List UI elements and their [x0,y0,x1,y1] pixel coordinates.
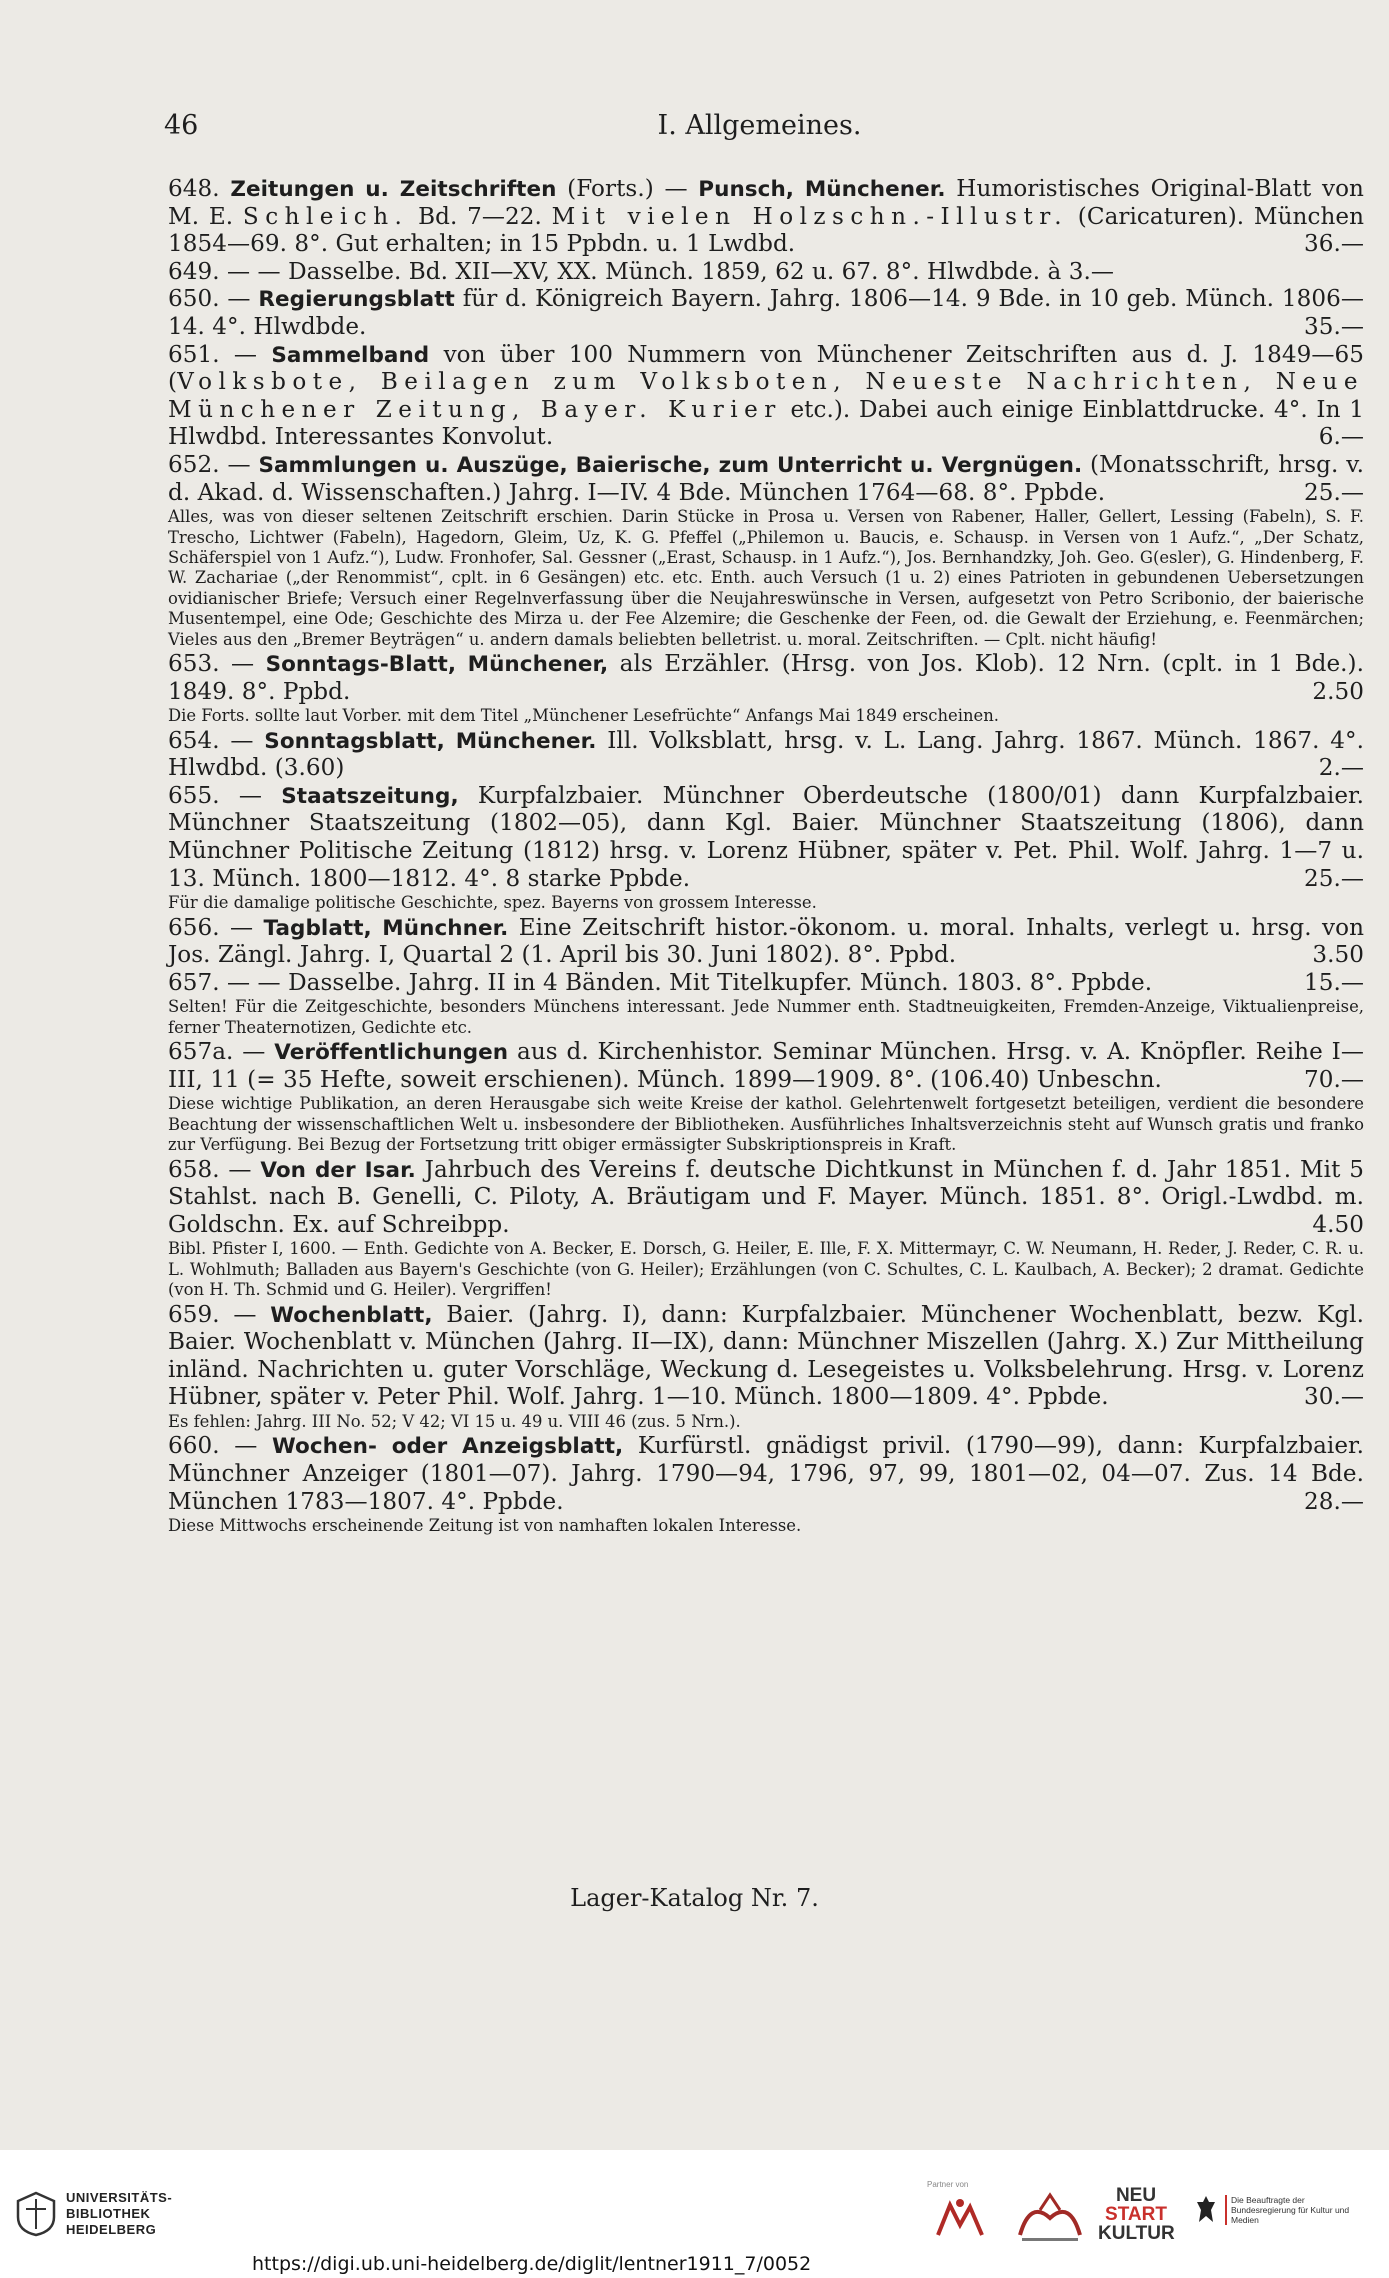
neustart-line1: NEU [1115,2185,1157,2206]
entry-number: 660. — [168,1433,273,1460]
entry-text: Jahrbuch des Vereins f. deutsche Dichtkunst in München f. d. Jahr 1851. Mit 5 Stahlst. nach B. Genelli, C. Piloty, A. Bräutigam und F. Mayer. Münch. 1851. 8°. Origl.-Lwdbd. m. Goldschn. Ex. auf Schreibpp. [168,1156,1364,1238]
entry-text: Baier. (Jahrg. I), dann: Kurpfalzbaier. Münchener Wochenblatt, bezw. Kgl. Baier. Wochenblatt v. München (Jahrg. II—IX), dann: Münchner Miszellen (Jahrg. X.) Zur Mittheilung inländ. Nachrichten u. guter Vorschläge, Weckung d. Lesegeistes u. Volksbelehrung. Hrsg. v. Lorenz Hübner, später v. Peter Phil. Wolf. Jahrg. 1—10. Münch. 1800—1809. 4°. Ppbde. [168,1301,1365,1411]
entry-price: 25.— [1303,865,1364,892]
partner-label: Partner von [927,2180,969,2189]
entry-650 [168,286,1364,341]
entry-text: Kurfürstl. gnädigst privil. (1790—99), dann: Kurpfalzbaier. Münchner Anzeiger (1801—07). Jahrg. 1790—94, 1796, 97, 99, 1801—02, 04—07. Zus. 14 Bde. München 1783—1807. 4°. Ppbde. [168,1433,1364,1515]
catalog-footer: Lager-Katalog Nr. 7. [570,1884,819,1912]
bkm-logo[interactable] [1195,2194,1361,2226]
section-title: I. Allgemeines. [657,110,862,141]
entry-title: Wochen- oder Anzeigsblatt, [272,1434,624,1460]
entry-price: 4.50 [1312,1211,1364,1238]
entry-title: Sammlungen u. Auszüge, Baierische, zum Unterricht u. Vergnügen. [258,452,1083,478]
entry-number: 656. — [168,914,264,941]
partner-ornament-icon[interactable] [1010,2190,1090,2245]
entry-title: Tagblatt, Münchner. [263,915,509,941]
entry-653-note: Die Forts. sollte laut Vorber. mit dem Titel „Münchener Lesefrüchte“ Anfangs Mai 1849 erscheinen. [168,706,1000,726]
entry-number: 657a. — [168,1039,275,1066]
entry-652 [168,452,1364,507]
entry-title: Sonntagsblatt, Münchener. [264,728,597,754]
entry-656 [168,915,1364,970]
neustart-line3: KULTUR [1098,2223,1175,2244]
entry-price: 6.— [1318,424,1364,451]
entry-number: 655. — [168,782,282,809]
entry-text: 657. — — Dasselbe. Jahrg. II in 4 Bänden. Mit Titelkupfer. Münch. 1803. 8°. Ppbde. [168,969,1153,996]
entry-title: Zeitungen u. Zeitschriften [230,177,557,202]
entry-653 [168,651,1364,706]
catalog-entries [168,176,1364,1538]
entry-660 [168,1433,1364,1516]
ub-heidelberg-logo[interactable] [16,2190,172,2238]
entry-number: 652. — [168,451,259,478]
entry-659-note: Es fehlen: Jahrg. III No. 52; V 42; VI 15 u. 49 u. VIII 46 (zus. 5 Nrn.). [168,1411,741,1431]
entry-649 [168,259,1364,287]
entry-price: 36.— [1303,231,1364,258]
entry-author: Schleich. [242,203,409,230]
entry-price: 28.— [1303,1488,1364,1515]
entry-657-note: Selten! Für die Zeitgeschichte, besonders Münchens interessant. Jede Nummer enth. Stadtneuigkeiten, Fremden-Anzeige, Viktualienpreise, ferner Theaternotizen, Gedichte etc. [168,997,1364,1037]
entry-657a [168,1039,1364,1094]
entry-658 [168,1157,1364,1240]
entry-text: Kurpfalzbaier. Münchner Oberdeutsche (1800/01) dann Kurpfalzbaier. Münchner Staatszeitung (1802—05), dann Kgl. Baier. Münchner Staatszeitung (1806), dann Münchner Politische Zeitung (1812) hrsg. v. Lorenz Hübner, später v. Pet. Phil. Wolf. Jahrg. 1—7 u. 13. Münch. 1800—1812. 4°. 8 starke Ppbde. [168,782,1364,892]
entry-text: Bd. 7—22. [408,203,552,230]
entry-spaced-text: Mit vielen Holzschn.-Illustr. [551,203,1069,230]
entry-number: 659. — [168,1301,271,1328]
entry-price: 3.50 [1312,942,1364,969]
entry-text: als Erzähler. (Hrsg. von Jos. Klob). 12 Nrn. (cplt. in 1 Bde.). 1849. 8°. Ppbd. [168,650,1365,705]
entry-660-note: Diese Mittwochs erscheinende Zeitung ist von namhaften lokalen Interesse. [168,1516,802,1536]
source-url[interactable]: https://digi.ub.uni-heidelberg.de/diglit/lentner1911_7/0052 [252,2253,812,2275]
partner-emblem-icon[interactable] [930,2195,990,2243]
entry-text: für d. Königreich Bayern. Jahrg. 1806—14. 9 Bde. in 10 geb. Münch. 1806—14. 4°. Hlwdbde. [168,286,1364,340]
entry-text: Ill. Volksblatt, hrsg. v. L. Lang. Jahrg. 1867. Münch. 1867. 4°. Hlwdbd. (3.60) [168,727,1364,782]
eagle-icon [1195,2194,1217,2226]
entry-658-note: Bibl. Pfister I, 1600. — Enth. Gedichte von A. Becker, E. Dorsch, G. Heiler, E. Ille, F. X. Mittermayr, C. W. Neumann, H. Reder, J. Reder, C. R. u. L. Wohlmuth; Balladen aus Bayern's Geschichte (von G. Heiler); Erzählungen (von C. Schultes, C. L. Kaulbach, A. Becker); 2 dramat. Gedichte (von H. Th. Schmid und G. Heiler). Vergriffen! [168,1239,1364,1300]
entry-652-note: Alles, was von dieser seltenen Zeitschrift erschien. Darin Stücke in Prosa u. Versen von Rabener, Haller, Gellert, Lessing (Fabeln), S. F. Trescho, Lichtwer (Fabeln), Hagedorn, Gleim, Uz, K. G. Pfeffel („Philemon u. Baucis, e. Schausp. in Versen von 1 Aufz.“, „Der Schatz, Schäferspiel von 1 Aufz.“), Ludw. Fronhofer, Sal. Gessner („Erast, Schausp. in 1 Aufz.“), Jos. Bernhandzky, Joh. Geo. G(esler), G. Hindenberg, F. W. Zachariae („der Renommist“, cplt. in 6 Gesängen) etc. etc. Enth. auch Versuch (1 u. 2) eines Patrioten in gebundenen Uebersetzungen ovidianischer Briefe; Versuch einer Regelnverfassung über die Neujahreswünsche in Versen, aufgesetzt von Petro Scribonio, der baierische Musentempel, eine Ode; Geschichte des Mirza u. der Fee Alzemire; die Geschenke der Feen, od. die Gewalt der Erziehung, e. Feenmärchen; Vieles aus den „Bremer Beyträgen“ u. andern damals beliebten belletrist. u. moral. Zeitschriften. — Cplt. nicht häufig! [168,507,1364,649]
entry-title: Sonntags-Blatt, Münchener, [265,651,609,677]
entry-657 [168,970,1364,998]
entry-price: 35.— [1303,313,1364,340]
ub-line3: HEIDELBERG [66,2222,157,2237]
entry-text: etc.). Dabei auch einige Einblattdrucke. 4°. In 1 Hlwdbd. Interessantes Konvolut. [168,396,1364,451]
ub-crest-icon [16,2191,56,2237]
entry-text: 649. — — Dasselbe. Bd. XII—XV, XX. Münch. 1859, 62 u. 67. 8°. Hlwdbde. à 3.— [168,258,1114,285]
entry-654 [168,728,1364,783]
entry-number: 650. — [168,286,259,313]
entry-text: Humoristisches Original-Blatt von M. E. [168,176,1364,230]
entry-text: aus d. Kirchenhistor. Seminar München. Hrsg. v. A. Knöpfler. Reihe I—III, 11 (= 35 Hefte, soweit erschienen). Münch. 1899—1909. 8°. (106.40) Unbeschn. [168,1039,1364,1093]
ub-line2: BIBLIOTHEK [66,2206,151,2221]
entry-number: 653. — [168,650,266,677]
neustart-line2: START [1105,2204,1167,2225]
entry-price: 30.— [1303,1384,1364,1411]
neustart-kultur-logo[interactable] [1098,2186,1174,2243]
entry-number: 658. — [168,1156,261,1183]
entry-655 [168,783,1364,893]
entry-657a-note: Diese wichtige Publikation, an deren Herausgabe sich weite Kreise der kathol. Gelehrtenwelt fortgesetzt beteiligen, verdient die besondere Beachtung der wissenschaftlichen Welt u. insbesondere der Bibliotheken. Ausführliches Inhaltsverzeichnis steht auf Wunsch gratis und franko zur Verfügung. Bei Bezug der Fortsetzung tritt obiger ermässigter Subskriptionspreis in Kraft. [168,1094,1364,1155]
entry-title: Regierungsblatt [258,287,455,313]
entry-title: Von der Isar. [260,1157,416,1183]
entry-648 [168,176,1364,259]
entry-title: Staatszeitung, [281,783,459,809]
entry-number: 648. [168,176,220,202]
entry-title: Veröffentlichungen [274,1040,509,1066]
entry-655-note: Für die damalige politische Geschichte, spez. Bayerns von grossem Interesse. [168,893,817,913]
entry-title: Wochenblatt, [270,1302,433,1328]
ub-line1: UNIVERSITÄTS- [66,2190,173,2205]
entry-659 [168,1302,1364,1412]
entry-number: 654. — [168,727,265,754]
page-header [160,110,1359,150]
entry-spaced-text: Volksbote, Beilagen zum Volksboten, Neueste Nachrichten, Neue Münchener Zeitung, Bayer. Kurier [168,369,1364,423]
entry-text: (Monatsschrift, hrsg. v. d. Akad. d. Wissenschaften.) Jahrg. I—IV. 4 Bde. München 1764—68. 8°. Ppbde. [168,451,1364,506]
entry-title: Punsch, Münchener. [698,177,946,202]
entry-number: 651. — [168,341,272,368]
entry-651 [168,342,1364,452]
page-number: 46 [164,110,199,141]
entry-price: 2.— [1318,755,1364,782]
entry-price: 25.— [1303,479,1364,506]
entry-title: Sammelband [271,342,430,368]
entry-text: von über 100 Nummern von Münchener Zeitschriften aus d. J. 1849—65 ( [168,341,1364,396]
entry-text: Eine Zeitschrift histor.-ökonom. u. moral. Inhalts, verlegt u. hrsg. von Jos. Zängl. Jahrg. I, Quartal 2 (1. April bis 30. Juni 1802). 8°. Ppbd. [168,914,1365,969]
bkm-text: Die Beauftragte der Bundesregierung für Kultur und Medien [1225,2195,1361,2225]
entry-price: 15.— [1303,969,1364,996]
entry-text: (Forts.) — [556,176,699,202]
entry-price: 70.— [1303,1066,1364,1093]
entry-text: (Caricaturen). München 1854—69. 8°. Gut erhalten; in 15 Ppbdn. u. 1 Lwdbd. [168,203,1365,258]
entry-price: 2.50 [1312,678,1364,705]
